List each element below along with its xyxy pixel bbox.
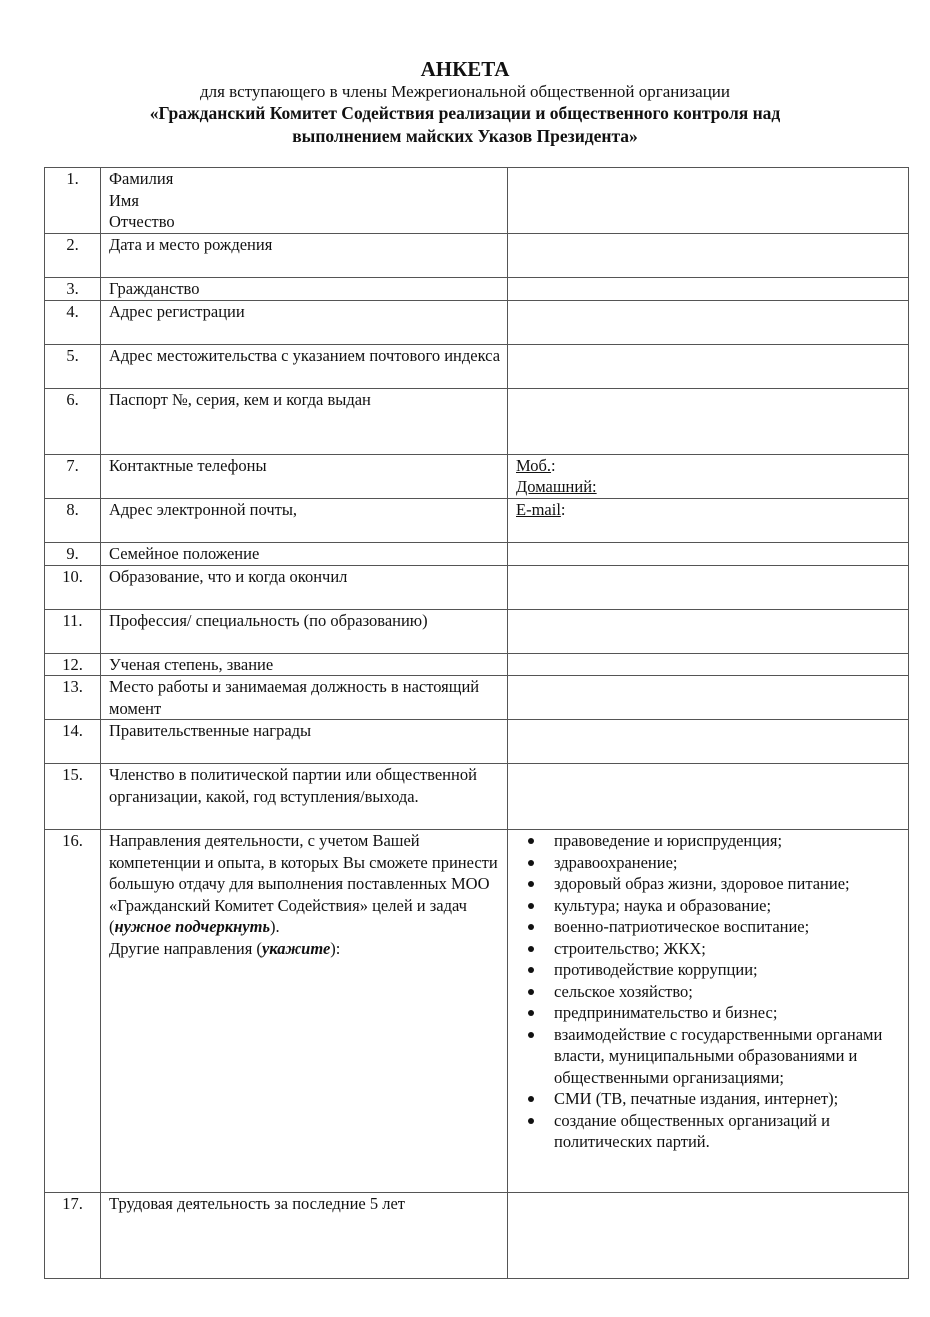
form-subtitle: для вступающего в члены Межрегиональной общественной организации [199, 82, 731, 101]
table-row-awards [45, 720, 909, 764]
label-first-name: Имя [109, 190, 139, 210]
table-row-email [45, 498, 909, 542]
row-number: 11. [45, 609, 101, 653]
table-row-phones [45, 454, 909, 498]
row-number: 4. [45, 300, 101, 344]
activity-areas-list [522, 830, 908, 1153]
option-military-patriotic[interactable]: военно-патриотическое воспитание; [546, 916, 908, 938]
row-label: Гражданство [101, 278, 508, 301]
row-number: 17. [45, 1193, 101, 1279]
row-label: Дата и место рождения [101, 234, 508, 278]
row-label: Трудовая деятельность за последние 5 лет [101, 1193, 508, 1279]
row-label: Адрес регистрации [101, 300, 508, 344]
option-government-interaction[interactable]: взаимодействие с государственными органами власти, муниципальными образованиями и общественными организациями; [546, 1024, 908, 1089]
instruction-underline: нужное подчеркнуть [114, 917, 270, 936]
row-label: Правительственные награды [101, 720, 508, 764]
row-label: Образование, что и когда окончил [101, 565, 508, 609]
option-organizations[interactable]: создание общественных организаций и политических партий. [546, 1110, 908, 1153]
email-label: E-mail: [516, 499, 566, 519]
label-surname: Фамилия [109, 169, 174, 188]
table-row-registration-address [45, 300, 909, 344]
row-label: Место работы и занимаемая должность в настоящий момент [101, 676, 508, 720]
row-number: 6. [45, 388, 101, 454]
field-workplace[interactable] [508, 676, 909, 720]
row-label: Ученая степень, звание [101, 653, 508, 676]
field-passport[interactable] [508, 388, 909, 454]
row-label-full-name [101, 168, 508, 234]
table-row-passport [45, 388, 909, 454]
option-culture-science[interactable]: культура; наука и образование; [546, 895, 908, 917]
row-number: 16. [45, 830, 101, 1193]
row-number: 14. [45, 720, 101, 764]
option-construction[interactable]: строительство; ЖКХ; [546, 938, 908, 960]
row-number: 12. [45, 653, 101, 676]
row-number: 3. [45, 278, 101, 301]
table-row-marital-status [45, 542, 909, 565]
row-number: 9. [45, 542, 101, 565]
row-number: 10. [45, 565, 101, 609]
home-phone-label: Домашний: [516, 477, 597, 496]
row-label: Профессия/ специальность (по образованию) [101, 609, 508, 653]
field-academic-degree[interactable] [508, 653, 909, 676]
label-patronymic: Отчество [109, 212, 175, 231]
field-profession[interactable] [508, 609, 909, 653]
organization-name-line-2: выполнением майских Указов Президента» [292, 126, 638, 146]
field-marital-status[interactable] [508, 542, 909, 565]
table-row-activity-areas [45, 830, 909, 1193]
row-number: 5. [45, 344, 101, 388]
field-residence-address[interactable] [508, 344, 909, 388]
organization-name [0, 102, 930, 148]
table-row-academic-degree [45, 653, 909, 676]
field-phones[interactable] [508, 454, 909, 498]
row-number: 7. [45, 454, 101, 498]
table-row-residence-address [45, 344, 909, 388]
row-number: 15. [45, 764, 101, 830]
row-label: Семейное положение [101, 542, 508, 565]
field-party-membership[interactable] [508, 764, 909, 830]
row-label: Паспорт №, серия, кем и когда выдан [101, 388, 508, 454]
row-label-activity-areas: Направления деятельности, с учетом Вашей компетенции и опыта, в которых Вы сможете принести большую отдачу для выполнения поставленных МОО «Гражданский Комитет Содействия» целей и задач (нужное подчеркнуть). Другие направления (укажите): [101, 830, 508, 1193]
other-areas-label: Другие направления (укажите): [109, 938, 341, 958]
field-birth-date-place[interactable] [508, 234, 909, 278]
activity-areas-options [508, 830, 909, 1193]
option-agriculture[interactable]: сельское хозяйство; [546, 981, 908, 1003]
option-business[interactable]: предпринимательство и бизнес; [546, 1002, 908, 1024]
table-row-profession [45, 609, 909, 653]
questionnaire-table [44, 167, 909, 1279]
field-education[interactable] [508, 565, 909, 609]
option-law[interactable]: правоведение и юриспруденция; [546, 830, 908, 852]
table-row-birth [45, 234, 909, 278]
table-row-workplace [45, 676, 909, 720]
table-row-education [45, 565, 909, 609]
row-number: 2. [45, 234, 101, 278]
field-full-name[interactable] [508, 168, 909, 234]
row-label: Адрес местожительства с указанием почтового индекса [101, 344, 508, 388]
field-awards[interactable] [508, 720, 909, 764]
option-healthy-lifestyle[interactable]: здоровый образ жизни, здоровое питание; [546, 873, 908, 895]
row-label: Адрес электронной почты, [101, 498, 508, 542]
row-label: Членство в политической партии или общественной организации, какой, год вступления/выхода. [101, 764, 508, 830]
row-number: 8. [45, 498, 101, 542]
field-citizenship[interactable] [508, 278, 909, 301]
table-row-citizenship [45, 278, 909, 301]
row-number: 13. [45, 676, 101, 720]
table-row-work-history [45, 1193, 909, 1279]
row-label: Контактные телефоны [101, 454, 508, 498]
table-row-party-membership [45, 764, 909, 830]
organization-name-line-1: «Гражданский Комитет Содействия реализации и общественного контроля над [149, 103, 781, 123]
field-work-history[interactable] [508, 1193, 909, 1279]
field-registration-address[interactable] [508, 300, 909, 344]
mobile-phone-label: Моб.: [516, 455, 556, 475]
row-number: 1. [45, 168, 101, 234]
form-title: АНКЕТА [420, 57, 510, 81]
option-media[interactable]: СМИ (ТВ, печатные издания, интернет); [546, 1088, 908, 1110]
field-email[interactable] [508, 498, 909, 542]
option-anti-corruption[interactable]: противодействие коррупции; [546, 959, 908, 981]
table-row-full-name [45, 168, 909, 234]
option-healthcare[interactable]: здравоохранение; [546, 852, 908, 874]
